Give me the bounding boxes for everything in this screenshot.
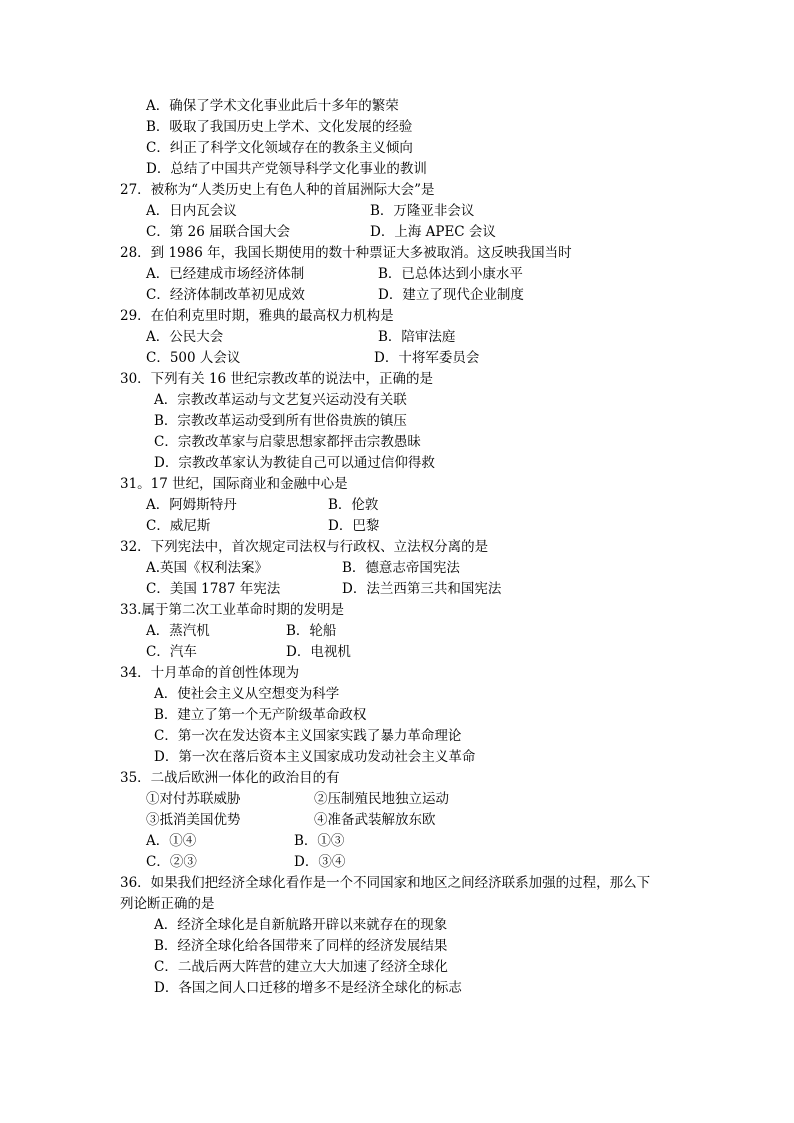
q32-option-c: C．美国 1787 年宪法 [146,581,281,597]
q33-stem: 33.属于第二次工业革命时期的发明是 [120,602,344,618]
q33-option-c: C．汽车 [146,644,197,660]
q27-option-b: B．万隆亚非会议 [370,203,475,219]
q36-stem-line2: 列论断正确的是 [120,896,215,912]
q30-stem: 30．下列有关 16 世纪宗教改革的说法中，正确的是 [120,371,433,387]
q28-option-d: D．建立了现代企业制度 [378,287,524,303]
q29-option-c: C．500 人会议 [146,350,241,366]
q29-option-d: D．十将军委员会 [374,350,480,366]
q36-stem-line1: 36．如果我们把经济全球化看作是一个不同国家和地区之间经济联系加强的过程，那么下 [120,875,651,891]
q31-option-a: A．阿姆斯特丹 [146,497,237,513]
q34-option-b: B．建立了第一个无产阶级革命政权 [154,707,367,723]
q35-option-d: D．③④ [294,854,346,870]
q26-option-d: D．总结了中国共产党领导科学文化事业的教训 [146,161,427,177]
q32-option-b: B．德意志帝国宪法 [342,560,460,576]
q33-option-b: B．轮船 [286,623,337,639]
q32-option-a: A.英国《权利法案》 [146,560,269,576]
q28-option-b: B．已总体达到小康水平 [378,266,523,282]
q30-option-b: B．宗教改革运动受到所有世俗贵族的镇压 [154,413,407,429]
q29-option-a: A．公民大会 [146,329,224,345]
q29-stem: 29．在伯利克里时期，雅典的最高权力机构是 [120,308,394,324]
q27-stem: 27．被称为“人类历史上有色人种的首届洲际大会”是 [120,182,435,198]
q31-option-c: C．威尼斯 [146,518,211,534]
q31-stem: 31。17 世纪，国际商业和金融中心是 [120,476,348,492]
q28-option-c: C．经济体制改革初见成效 [146,287,305,303]
q34-stem: 34．十月革命的首创性体现为 [120,665,300,681]
q35-item-1: ①对付苏联威胁 [146,791,241,807]
q30-option-d: D．宗教改革家认为教徒自己可以通过信仰得救 [154,455,435,471]
q35-item-3: ③抵消美国优势 [146,812,241,828]
q27-option-d: D．上海 APEC 会议 [370,224,496,240]
q28-option-a: A．已经建成市场经济体制 [146,266,305,282]
q35-item-2: ②压制殖民地独立运动 [314,791,449,807]
q36-option-d: D．各国之间人口迁移的增多不是经济全球化的标志 [154,980,462,996]
q31-option-d: D．巴黎 [328,518,380,534]
q32-option-d: D．法兰西第三共和国宪法 [342,581,502,597]
q33-option-d: D．电视机 [286,644,351,660]
q33-option-a: A．蒸汽机 [146,623,210,639]
q30-option-c: C．宗教改革家与启蒙思想家都抨击宗教愚昧 [154,434,421,450]
q36-option-a: A．经济全球化是自新航路开辟以来就存在的现象 [154,917,448,933]
q36-option-b: B．经济全球化给各国带来了同样的经济发展结果 [154,938,448,954]
q26-option-c: C．纠正了科学文化领域存在的教条主义倾向 [146,140,413,156]
q35-option-b: B．①③ [294,833,345,849]
q35-option-a: A．①④ [146,833,197,849]
q27-option-c: C．第 26 届联合国大会 [146,224,291,240]
q30-option-a: A．宗教改革运动与文艺复兴运动没有关联 [154,392,407,408]
q34-option-a: A．使社会主义从空想变为科学 [154,686,340,702]
q29-option-b: B．陪审法庭 [378,329,456,345]
q35-stem: 35．二战后欧洲一体化的政治目的有 [120,770,340,786]
q36-option-c: C．二战后两大阵营的建立大大加速了经济全球化 [154,959,448,975]
q32-stem: 32．下列宪法中，首次规定司法权与行政权、立法权分离的是 [120,539,489,555]
q26-option-a: A．确保了学术文化事业此后十多年的繁荣 [146,98,399,114]
q27-option-a: A．日内瓦会议 [146,203,237,219]
q28-stem: 28．到 1986 年，我国长期使用的数十种票证大多被取消。这反映我国当时 [120,245,572,261]
q35-option-c: C．②③ [146,854,197,870]
q35-item-4: ④准备武装解放东欧 [314,812,436,828]
q34-option-c: C．第一次在发达资本主义国家实践了暴力革命理论 [154,728,462,744]
q31-option-b: B．伦敦 [328,497,379,513]
q34-option-d: D．第一次在落后资本主义国家成功发动社会主义革命 [154,749,476,765]
q26-option-b: B．吸取了我国历史上学术、文化发展的经验 [146,119,413,135]
